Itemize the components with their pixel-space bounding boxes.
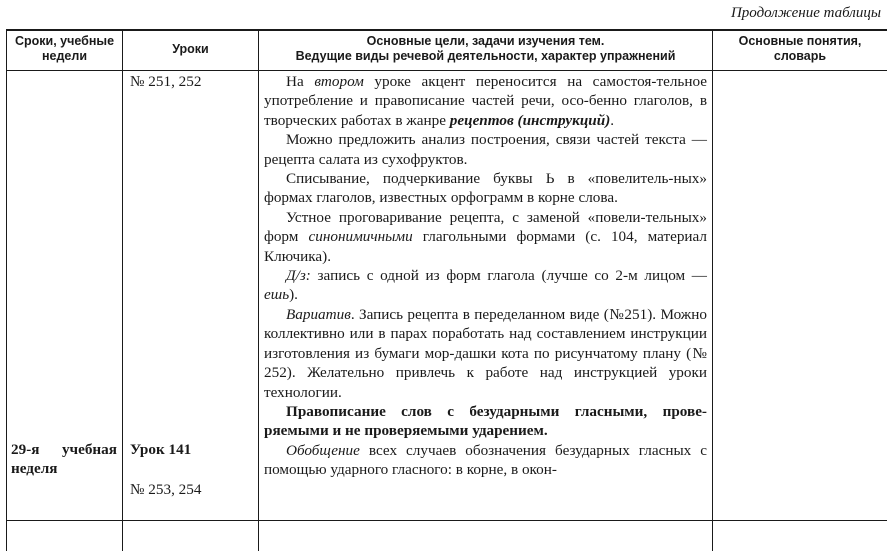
table-top-border	[6, 29, 887, 31]
continued-label: Продолжение таблицы	[730, 5, 881, 21]
header-divider	[6, 70, 887, 71]
paragraph-2: Можно предложить анализ построения, связи частей текста — рецепта салата из сухофруктов.	[264, 131, 707, 168]
header-concepts-line1: Основные понятия,	[738, 34, 862, 48]
header-goals	[259, 34, 712, 64]
week-word: учебная	[61, 441, 117, 458]
week-number: 29-я	[11, 441, 40, 458]
week-word-2: неделя	[11, 460, 58, 478]
week-label	[11, 440, 117, 479]
week-label-line1	[11, 440, 117, 459]
exercise-numbers-1: № 251, 252	[130, 73, 202, 90]
header-terms-line2: недели	[41, 49, 87, 63]
column-divider-2	[258, 29, 259, 551]
goals-content	[264, 72, 707, 480]
header-lessons-label: Уроки	[172, 42, 209, 56]
header-terms	[7, 34, 122, 64]
header-goals-line2: Ведущие виды речевой деятельности, характер упражнений	[295, 49, 676, 63]
lesson-title: Урок 141	[130, 441, 192, 458]
row-divider	[6, 520, 887, 521]
exercise-numbers-2: № 253, 254	[130, 481, 202, 498]
lesson-topic: Правописание слов с безударными гласными, прове-ряемыми и не проверяемыми ударением.	[264, 402, 707, 440]
header-lessons	[123, 42, 258, 57]
paragraph-generalization: Обобщение всех случаев обозначения безударных гласных с помощью ударного гласного: в корне, в окон-	[264, 441, 707, 479]
header-concepts-line2: словарь	[773, 49, 827, 63]
header-concepts	[713, 34, 887, 64]
header-terms-line1: Сроки, учебные	[14, 34, 115, 48]
column-divider-1	[122, 29, 123, 551]
paragraph-3: Списывание, подчеркивание буквы Ь в «повелитель-ных» формах глаголов, известных орфограмм в корне слова.	[264, 170, 707, 207]
paragraph-1: На втором уроке акцент переносится на самостоя-тельное употребление и правописание частей речи, осо-бенно глаголов, в творческих работах в жанре рецептов (инструкций).	[264, 73, 707, 129]
paragraph-4: Устное проговаривание рецепта, с заменой «повели-тельных» форм синонимичными глагольными формами (с. 104, материал Ключика).	[264, 208, 707, 265]
paragraph-homework: Д/з: запись с одной из форм глагола (лучше со 2-м лицом — ешь).	[264, 267, 707, 304]
column-divider-3	[712, 29, 713, 551]
paragraph-variative: Вариатив. Запись рецепта в переделанном виде (№251). Можно коллективно или в парах поработать над составлением инструкции изготовления из бумаги мор-дашки кота по рисунчатому плану (№ 252). Желательно привлечь к работе над инструкцией уроки технологии.	[264, 305, 707, 401]
header-goals-line1: Основные цели, задачи изучения тем.	[366, 34, 605, 48]
table-left-border	[6, 29, 7, 551]
